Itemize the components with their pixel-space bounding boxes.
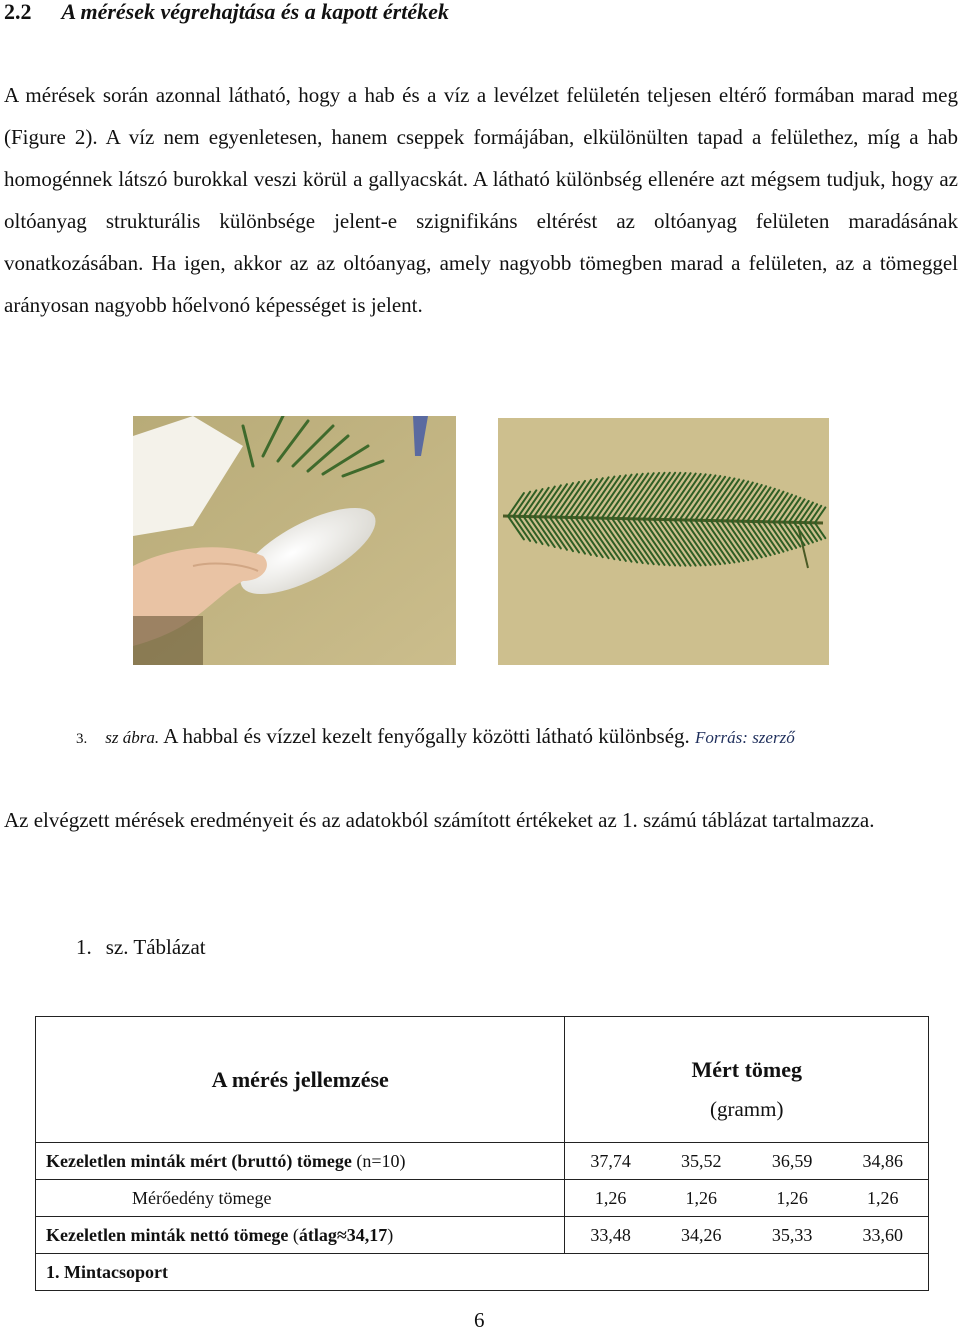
table-cell: 1,26 bbox=[747, 1180, 838, 1217]
table-row bbox=[36, 1217, 929, 1254]
row-label-paren-open: ( bbox=[288, 1224, 299, 1245]
page-number: 6 bbox=[474, 1308, 485, 1332]
row-label bbox=[36, 1217, 565, 1254]
photo-wet-twig bbox=[498, 418, 829, 665]
figure-label: sz ábra. bbox=[105, 728, 160, 747]
figure-period: . bbox=[684, 724, 690, 748]
row-label-normal: (n=10) bbox=[351, 1150, 406, 1171]
table-header-row bbox=[36, 1017, 929, 1143]
figure-text: A habbal és vízzel kezelt fenyőgally közötti látható különbség bbox=[163, 724, 685, 748]
photo-foam-twig-image bbox=[133, 416, 456, 665]
row-label-paren-close: ) bbox=[387, 1224, 394, 1245]
table-title bbox=[76, 933, 206, 961]
paragraph-intro: A mérések során azonnal látható, hogy a hab és a víz a levélzet felületén teljesen eltérő formában marad meg (Figure 2). A víz nem egyenletesen, hanem cseppek formájában, elkülönülten tapad a felülethez, míg a hab homogénnek látszó burokkal veszi körül a gallyacskát. A látható különbség ellenére azt mégsem tudjuk, hogy az oltóanyag strukturális különbsége jelent-e szignifikáns eltérést az oltóanyag felületen maradásának vonatkozásában. Ha igen, akkor az az oltóanyag, amely nagyobb tömegben marad a felületen, az a tömeggel arányosan nagyobb hőelvonó képességet is jelent. bbox=[4, 83, 958, 317]
section-number: 2.2 bbox=[4, 0, 32, 24]
table-cell: 37,74 bbox=[565, 1143, 656, 1180]
table-number: 1. bbox=[76, 935, 92, 959]
row-label-bold: Kezeletlen minták mért (bruttó) tömege bbox=[46, 1150, 352, 1171]
section-title: A mérések végrehajtása és a kapott értékek bbox=[61, 0, 449, 24]
row-label bbox=[36, 1254, 929, 1291]
photo-foam-twig bbox=[133, 416, 456, 665]
table-cell: 1,26 bbox=[838, 1180, 929, 1217]
row-label-bold: 1. Mintacsoport bbox=[46, 1261, 168, 1282]
header-unit: (gramm) bbox=[710, 1097, 784, 1121]
row-label-average: átlag≈34,17 bbox=[298, 1224, 388, 1245]
table-cell: 35,52 bbox=[656, 1143, 747, 1180]
photo-wet-twig-image bbox=[498, 418, 829, 665]
header-measured-mass bbox=[565, 1017, 929, 1143]
figure-number: 3. bbox=[76, 731, 88, 747]
figure-caption bbox=[76, 722, 795, 753]
row-label-bold: Kezeletlen minták nettó tömege bbox=[46, 1224, 289, 1245]
figure-source: Forrás: szerző bbox=[695, 728, 795, 747]
table-cell: 1,26 bbox=[565, 1180, 656, 1217]
table-row bbox=[36, 1180, 929, 1217]
row-label: Mérőedény tömege bbox=[36, 1180, 565, 1217]
paragraph-results: Az elvégzett mérések eredményeit és az adatokból számított értékeket az 1. számú táblázat tartalmazza. bbox=[4, 808, 875, 832]
table-cell: 1,26 bbox=[656, 1180, 747, 1217]
table-cell: 36,59 bbox=[747, 1143, 838, 1180]
row-label bbox=[36, 1143, 565, 1180]
table-cell: 33,48 bbox=[565, 1217, 656, 1254]
header-description: A mérés jellemzése bbox=[36, 1017, 565, 1143]
table-row bbox=[36, 1254, 929, 1291]
table-cell: 34,86 bbox=[838, 1143, 929, 1180]
table-label: sz. Táblázat bbox=[105, 935, 206, 959]
table-cell: 35,33 bbox=[747, 1217, 838, 1254]
table-cell: 33,60 bbox=[838, 1217, 929, 1254]
table-row bbox=[36, 1143, 929, 1180]
measurement-table bbox=[35, 1016, 929, 1291]
section-heading bbox=[4, 0, 449, 26]
table-cell: 34,26 bbox=[656, 1217, 747, 1254]
header-measured-mass-label: Mért tömeg bbox=[691, 1057, 803, 1082]
